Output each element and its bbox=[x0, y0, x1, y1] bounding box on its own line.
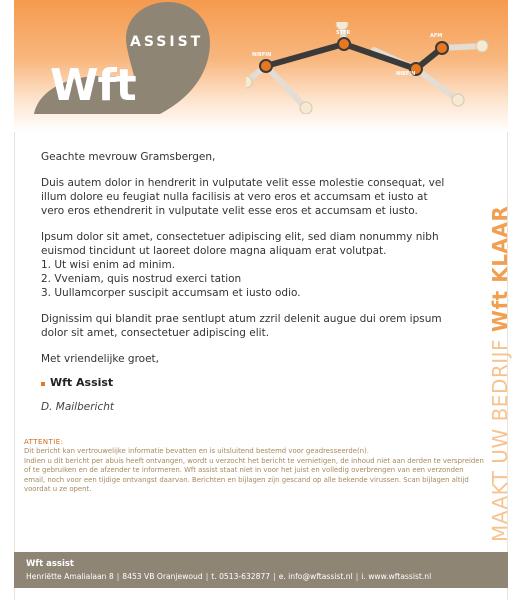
disclaimer-line-2: Indien u dit bericht per abuis heeft ontvangen, wordt u verzocht het bericht te vernietigen, de inhoud niet aan derden te verspreiden of te gebruiken en de afzender te informeren. Wft assist staat niet in voor het juist en volledig overbrengen van een verzonden email, noch voor een tijdige ontvangst daarvan. Berichten en bijlagen zijn gescand op alle bekende virussen. Scan bijlagen altijd voordat u ze opent. bbox=[24, 456, 484, 494]
list-item: 2. Vveniam, quis nostrud exerci tation bbox=[41, 273, 242, 285]
disclaimer bbox=[24, 438, 484, 494]
tagline-light: MAAKT UW BEDRIJF bbox=[488, 332, 512, 542]
disclaimer-heading: ATTENTIE: bbox=[24, 438, 64, 446]
bullet-icon bbox=[41, 382, 45, 386]
footer-postcode: 8453 VB Oranjewoud bbox=[122, 572, 203, 581]
signature-name: Wft Assist bbox=[50, 376, 114, 389]
footer-email-link[interactable]: e. info@wftassist.nl bbox=[278, 572, 353, 581]
signature bbox=[41, 376, 451, 390]
network-node-label: NIBFIN bbox=[396, 71, 416, 77]
tagline-bold: Wft KLAAR bbox=[488, 205, 512, 333]
logo-wft-text: Wft bbox=[50, 60, 136, 111]
paragraph-2-block bbox=[41, 230, 451, 300]
network-node-label: STFR bbox=[336, 30, 351, 36]
network-node-label: AFM bbox=[430, 33, 443, 39]
footer bbox=[14, 552, 508, 588]
footer-contact: Henriëtte Amalialaan 8 | 8453 VB Oranjewoud | t. 0513-632877 | e. info@wftassist.nl | i. www.wftassist.nl bbox=[26, 572, 432, 581]
signature-subtitle: D. Mailbericht bbox=[41, 401, 114, 413]
footer-address: Henriëtte Amalialaan 8 bbox=[26, 572, 114, 581]
paragraph-3: Dignissim qui blandit prae sentlupt atum zzril delenit augue dui orem ipsum dolor sit amet, consectetuer adipiscing elit. bbox=[41, 313, 442, 339]
header-banner bbox=[14, 0, 508, 132]
salutation: Geachte mevrouw Gramsbergen, bbox=[41, 151, 216, 163]
network-node-label: NIBFIN bbox=[252, 52, 272, 58]
footer-company: Wft assist bbox=[26, 559, 74, 569]
footer-phone: t. 0513-632877 bbox=[211, 572, 271, 581]
list-item: 1. Ut wisi enim ad minim. bbox=[41, 259, 176, 271]
network-illustration bbox=[246, 22, 508, 114]
disclaimer-line-1: Dit bericht kan vertrouwelijke informatie bevatten en is uitsluitend bestemd voor geadresseerde(n). bbox=[24, 447, 369, 456]
footer-web-link[interactable]: i. www.wftassist.nl bbox=[361, 572, 432, 581]
list-item: 3. Uullamcorper suscipit accumsam et iusto odio. bbox=[41, 287, 301, 299]
paragraph-2: Ipsum dolor sit amet, consectetuer adipiscing elit, sed diam nonummy nibh euismod tincidunt ut laoreet dolore magna aliquam erat volutpat. bbox=[41, 231, 439, 257]
letter-body bbox=[41, 150, 451, 414]
closing: Met vriendelijke groet, bbox=[41, 353, 160, 365]
paragraph-1: Duis autem dolor in hendrerit in vulputate velit esse molestie consequat, vel illum dolore eu feugiat nulla facilisis at vero eros et accumsam et iusto at vero eros ethendrerit in vulputate velit esse eros et accumsam et iusto. bbox=[41, 177, 445, 217]
logo-assist-text: ASSIST bbox=[130, 34, 204, 50]
